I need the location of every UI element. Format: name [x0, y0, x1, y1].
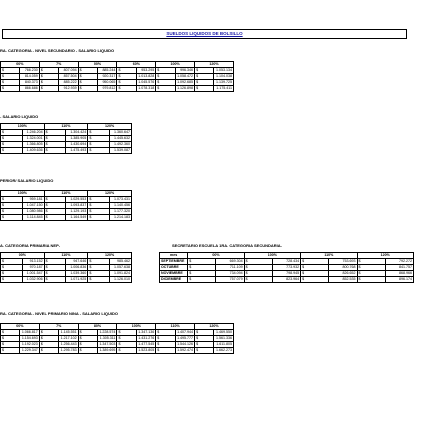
currency-symbol: $ [44, 130, 66, 136]
salary-cell: 1.154.693 [21, 336, 38, 341]
salary-cell: 1.431.276 [138, 336, 155, 341]
salary-cell: 1.045.576 [138, 80, 155, 85]
currency-symbol: $ [1, 215, 23, 221]
column-header: 120% [88, 124, 132, 130]
currency-symbol: $ [1, 265, 23, 271]
column-header: 100% [1, 124, 45, 130]
column-header: 80% [78, 324, 117, 330]
currency-symbol: $ [1, 80, 20, 86]
salary-cell: 1.366.805 [22, 142, 44, 148]
table-header-row [1, 124, 132, 130]
salary-table [159, 252, 414, 283]
currency-symbol: $ [117, 330, 136, 336]
currency-symbol: $ [44, 148, 66, 154]
currency-symbol: $ [78, 342, 97, 348]
salary-cell: 1.066.817 [21, 330, 38, 335]
column-header: 7% [39, 62, 78, 68]
currency-symbol: $ [188, 259, 216, 265]
currency-symbol: $ [1, 277, 23, 283]
currency-symbol: $ [78, 336, 97, 342]
column-header: 00% [1, 324, 40, 330]
column-header: 100% [156, 62, 195, 68]
currency-symbol: $ [195, 336, 214, 342]
salary-cell: 1.032.906 [22, 277, 44, 283]
salary-cell: 1.192.023 [21, 342, 38, 347]
salary-cell: 1.091.824 [110, 271, 132, 277]
salary-cell: 1.078.318 [138, 86, 155, 91]
currency-symbol: $ [244, 259, 272, 265]
currency-symbol: $ [1, 142, 23, 148]
salary-cell: 1.080.986 [22, 209, 44, 215]
currency-symbol: $ [357, 265, 385, 271]
currency-symbol: $ [188, 271, 216, 277]
currency-symbol: $ [195, 348, 214, 354]
currency-symbol: $ [88, 197, 110, 203]
salary-cell: 885.244 [98, 68, 117, 74]
salary-cell: 1.093.837 [66, 203, 88, 209]
currency-symbol: $ [39, 342, 58, 348]
currency-symbol: $ [78, 330, 97, 336]
salary-cell: 1.430.694 [66, 142, 88, 148]
salary-cell: 1.126.010 [110, 277, 132, 283]
column-header: 100% [117, 324, 156, 330]
salary-cell: 798.945 [272, 271, 300, 277]
currency-symbol: $ [156, 86, 175, 92]
currency-symbol: $ [1, 342, 20, 348]
table-row [1, 215, 132, 221]
currency-symbol: $ [88, 203, 110, 209]
salary-cell: 823.964 [272, 277, 300, 283]
currency-symbol: $ [44, 259, 66, 265]
salary-cell: 1.256.443 [60, 342, 77, 347]
table-header-row [1, 253, 132, 259]
salary-cell: 868.966 [385, 271, 413, 277]
column-header: 120% [195, 62, 234, 68]
column-header: 00% [78, 62, 117, 68]
salary-cell: 841.757 [385, 265, 413, 271]
currency-symbol: $ [78, 348, 97, 354]
table-row [1, 86, 234, 92]
currency-symbol: $ [44, 271, 66, 277]
currency-symbol: $ [1, 74, 20, 80]
salary-cell: 1.164.549 [66, 215, 88, 221]
currency-symbol: $ [117, 342, 136, 348]
salary-cell: 669.304 [216, 259, 244, 265]
row-label: SEPTIEMBRE [160, 259, 188, 265]
currency-symbol: $ [88, 271, 110, 277]
section-title: PERIOR/ SALARIO LIQUIDO [0, 178, 54, 183]
currency-symbol: $ [195, 330, 214, 336]
currency-symbol: $ [88, 259, 110, 265]
salary-cell: 766.230 [20, 68, 39, 74]
currency-symbol: $ [1, 130, 23, 136]
currency-symbol: $ [44, 197, 66, 203]
row-label: OCTUBRE [160, 265, 188, 271]
salary-cell: 1.073.431 [110, 197, 132, 203]
salary-cell: 1.006.836 [66, 265, 88, 271]
salary-cell: 1.126.898 [177, 86, 194, 91]
salary-cell: 947.646 [66, 259, 88, 265]
currency-symbol: $ [44, 277, 66, 283]
currency-symbol: $ [88, 142, 110, 148]
salary-cell: 792.272 [385, 259, 413, 265]
currency-symbol: $ [39, 348, 58, 354]
salary-cell: 1.053.134 [214, 68, 234, 74]
currency-symbol: $ [1, 209, 23, 215]
currency-symbol: $ [156, 68, 175, 74]
salary-cell: 1.385.905 [66, 136, 88, 142]
salary-cell: 1.469.550 [214, 330, 234, 336]
currency-symbol: $ [88, 265, 110, 271]
salary-cell: 1.057.638 [110, 265, 132, 271]
salary-cell: 1.407.944 [177, 330, 194, 335]
currency-symbol: $ [39, 68, 58, 74]
column-header: 110% [44, 191, 88, 197]
salary-cell: 1.145.551 [60, 330, 77, 335]
salary-cell: 1.304.424 [66, 130, 88, 136]
salary-cell: 1.029.553 [66, 197, 88, 203]
currency-symbol: $ [301, 259, 329, 265]
currency-symbol: $ [39, 86, 58, 92]
salary-cell: 1.214.183 [110, 215, 132, 221]
salary-cell: 1.092.685 [177, 80, 194, 85]
currency-symbol: $ [44, 265, 66, 271]
salary-cell: 979.812 [98, 86, 117, 92]
currency-symbol: $ [39, 336, 58, 342]
currency-symbol: $ [44, 209, 66, 215]
salary-cell: 734.094 [216, 271, 244, 277]
banner-title: SUELDOS LIQUIDOS DE BOLSILLO [166, 31, 243, 36]
column-header: 7% [39, 324, 78, 330]
currency-symbol: $ [39, 330, 58, 336]
currency-symbol: $ [88, 215, 110, 221]
salary-cell: 1.058.472 [177, 74, 194, 79]
salary-cell: 920.317 [98, 74, 117, 80]
currency-symbol: $ [156, 330, 175, 336]
salary-cell: 857.504 [59, 74, 78, 80]
salary-cell: 1.477.545 [138, 342, 155, 347]
salary-cell: 800.768 [329, 265, 357, 271]
salary-cell: 1.389.695 [99, 348, 116, 353]
column-header: 120% [88, 253, 132, 259]
currency-symbol: $ [195, 74, 214, 80]
currency-symbol: $ [1, 336, 20, 342]
salary-cell: 1.177.320 [110, 209, 132, 215]
salary-cell: 896.174 [385, 277, 413, 283]
salary-table [0, 61, 234, 92]
salary-cell: 773.932 [272, 265, 300, 271]
currency-symbol: $ [78, 74, 97, 80]
salary-cell: 1.561.336 [214, 336, 234, 342]
currency-symbol: $ [78, 80, 97, 86]
currency-symbol: $ [78, 68, 97, 74]
currency-symbol: $ [88, 209, 110, 215]
salary-cell: 985.462 [110, 259, 132, 265]
table-header-row [1, 191, 132, 197]
salary-cell: 1.445.632 [110, 136, 132, 142]
salary-cell: 1.246.204 [22, 130, 44, 136]
column-header: 110% [156, 324, 195, 330]
table-row [1, 348, 234, 354]
salary-cell: 1.047.150 [22, 203, 44, 209]
section-title: A. CATEGORIA PRIMARIA NEP- [0, 243, 61, 248]
currency-symbol: $ [244, 271, 272, 277]
section-title: - SALARIO LIQUIDO [0, 114, 39, 119]
salary-table [0, 252, 132, 283]
salary-cell: 912.939 [59, 86, 78, 92]
column-header: 120% [88, 191, 132, 197]
salary-table [0, 190, 132, 221]
salary-cell: 1.662.273 [214, 348, 234, 354]
salary-cell: 1.475.493 [66, 148, 88, 154]
currency-symbol: $ [357, 277, 385, 283]
section-title: RA. CATEGORIA - NIVEL SECUNDARIO - SALARIO LIQUIDO [0, 48, 115, 53]
column-header: 00% [1, 253, 45, 259]
currency-symbol: $ [44, 136, 66, 142]
salary-cell: 913.152 [22, 259, 44, 265]
salary-cell: 852.535 [329, 277, 357, 283]
row-label: NOVIEMBRE [160, 271, 188, 277]
salary-cell: 1.592.474 [177, 348, 194, 353]
salary-cell: 1.228.574 [99, 330, 116, 335]
currency-symbol: $ [357, 271, 385, 277]
currency-symbol: $ [1, 197, 23, 203]
salary-cell: 1.104.038 [214, 74, 234, 80]
currency-symbol: $ [244, 277, 272, 283]
currency-symbol: $ [1, 86, 20, 92]
salary-cell: 1.347.503 [99, 342, 116, 347]
salary-table [0, 123, 132, 154]
currency-symbol: $ [117, 336, 136, 342]
currency-symbol: $ [195, 68, 214, 74]
currency-symbol: $ [117, 348, 136, 354]
currency-symbol: $ [78, 86, 97, 92]
currency-symbol: $ [1, 259, 23, 265]
currency-symbol: $ [301, 277, 329, 283]
salary-cell: 1.295.783 [60, 348, 77, 353]
salary-cell: 1.140.456 [110, 203, 132, 209]
column-header: 00% [188, 253, 244, 259]
salary-cell: 753.693 [329, 259, 357, 265]
currency-symbol: $ [88, 277, 110, 283]
currency-symbol: $ [156, 74, 175, 80]
currency-symbol: $ [1, 148, 23, 154]
salary-cell: 1.305.311 [98, 336, 117, 342]
currency-symbol: $ [156, 348, 175, 354]
currency-symbol: $ [195, 342, 214, 348]
salary-cell: 1.114.845 [22, 215, 44, 221]
currency-symbol: $ [1, 271, 23, 277]
column-header: 110% [44, 124, 88, 130]
currency-symbol: $ [156, 80, 175, 86]
currency-symbol: $ [188, 265, 216, 271]
currency-symbol: $ [44, 215, 66, 221]
column-header: 110% [44, 253, 88, 259]
salary-cell: 840.373 [20, 80, 39, 86]
currency-symbol: $ [88, 136, 110, 142]
salary-cell: 1.347.136 [138, 330, 155, 335]
currency-symbol: $ [39, 80, 58, 86]
salary-cell: 1.492.360 [110, 142, 132, 148]
salary-cell: 1.324.001 [22, 136, 44, 142]
salary-table [0, 323, 234, 354]
currency-symbol: $ [188, 277, 216, 283]
currency-symbol: $ [117, 86, 136, 92]
table-row [1, 277, 132, 283]
currency-symbol: $ [301, 271, 329, 277]
report-banner [2, 29, 407, 39]
column-header: mes [160, 253, 188, 259]
column-header: 100% [1, 191, 45, 197]
column-header: 110% [301, 253, 357, 259]
table-row [1, 148, 132, 154]
table-row [160, 277, 414, 283]
currency-symbol: $ [1, 136, 23, 142]
salary-cell: 970.187 [22, 265, 44, 271]
currency-symbol: $ [195, 86, 214, 92]
column-header: 120% [357, 253, 413, 259]
column-header: 100% [244, 253, 300, 259]
salary-cell: 866.686 [20, 86, 39, 92]
salary-cell: 1.360.647 [110, 130, 132, 136]
salary-cell: 950.065 [98, 80, 117, 86]
currency-symbol: $ [156, 336, 175, 342]
salary-cell: 1.013.828 [138, 74, 155, 79]
currency-symbol: $ [301, 265, 329, 271]
currency-symbol: $ [88, 130, 110, 136]
salary-cell: 1.175.411 [214, 86, 234, 92]
currency-symbol: $ [117, 80, 136, 86]
salary-cell: 885.222 [59, 80, 78, 86]
salary-cell: 1.544.126 [177, 342, 194, 347]
salary-cell: 757.079 [216, 277, 244, 283]
salary-cell: 959.181 [22, 197, 44, 203]
salary-cell: 1.495.777 [177, 336, 194, 341]
currency-symbol: $ [1, 68, 20, 74]
column-header: 00% [1, 62, 40, 68]
column-header: 60% [117, 62, 156, 68]
salary-cell: 1.539.087 [110, 148, 132, 154]
salary-cell: 826.652 [329, 271, 357, 277]
currency-symbol: $ [357, 259, 385, 265]
currency-symbol: $ [244, 265, 272, 271]
salary-cell: 728.434 [272, 259, 300, 265]
salary-cell: 953.295 [136, 68, 155, 74]
section-title: SECRETARIO ESCUELA 1RA. CATEGORIA SECUNDARIA- [172, 243, 283, 248]
salary-cell: 807.094 [59, 68, 78, 74]
salary-cell: 1.129.193 [66, 209, 88, 215]
salary-cell: 1.229.347 [21, 348, 38, 353]
currency-symbol: $ [1, 348, 20, 354]
salary-cell: 1.039.360 [66, 271, 88, 277]
salary-cell: 1.217.102 [60, 336, 77, 341]
salary-cell: 1.611.805 [214, 342, 234, 348]
currency-symbol: $ [39, 74, 58, 80]
salary-cell: 996.346 [175, 68, 194, 74]
currency-symbol: $ [1, 203, 23, 209]
currency-symbol: $ [44, 203, 66, 209]
salary-cell: 1.409.636 [22, 148, 44, 154]
column-header: 120% [195, 324, 234, 330]
currency-symbol: $ [117, 68, 136, 74]
currency-symbol: $ [156, 342, 175, 348]
salary-cell: 1.001.547 [22, 271, 44, 277]
currency-symbol: $ [44, 142, 66, 148]
section-title: RA. CATEGORIA - NIVEL PRIMARIO NINA - SALARIO LIQUIDO [0, 311, 118, 316]
row-label: DICIEMBRE [160, 277, 188, 283]
currency-symbol: $ [117, 74, 136, 80]
salary-cell: 814.059 [20, 74, 39, 80]
currency-symbol: $ [88, 148, 110, 154]
salary-cell: 1.139.725 [214, 80, 234, 86]
salary-cell: 1.523.805 [138, 348, 155, 353]
currency-symbol: $ [1, 330, 20, 336]
salary-cell: 1.071.925 [66, 277, 88, 283]
currency-symbol: $ [195, 80, 214, 86]
salary-cell: 711.109 [216, 265, 244, 271]
